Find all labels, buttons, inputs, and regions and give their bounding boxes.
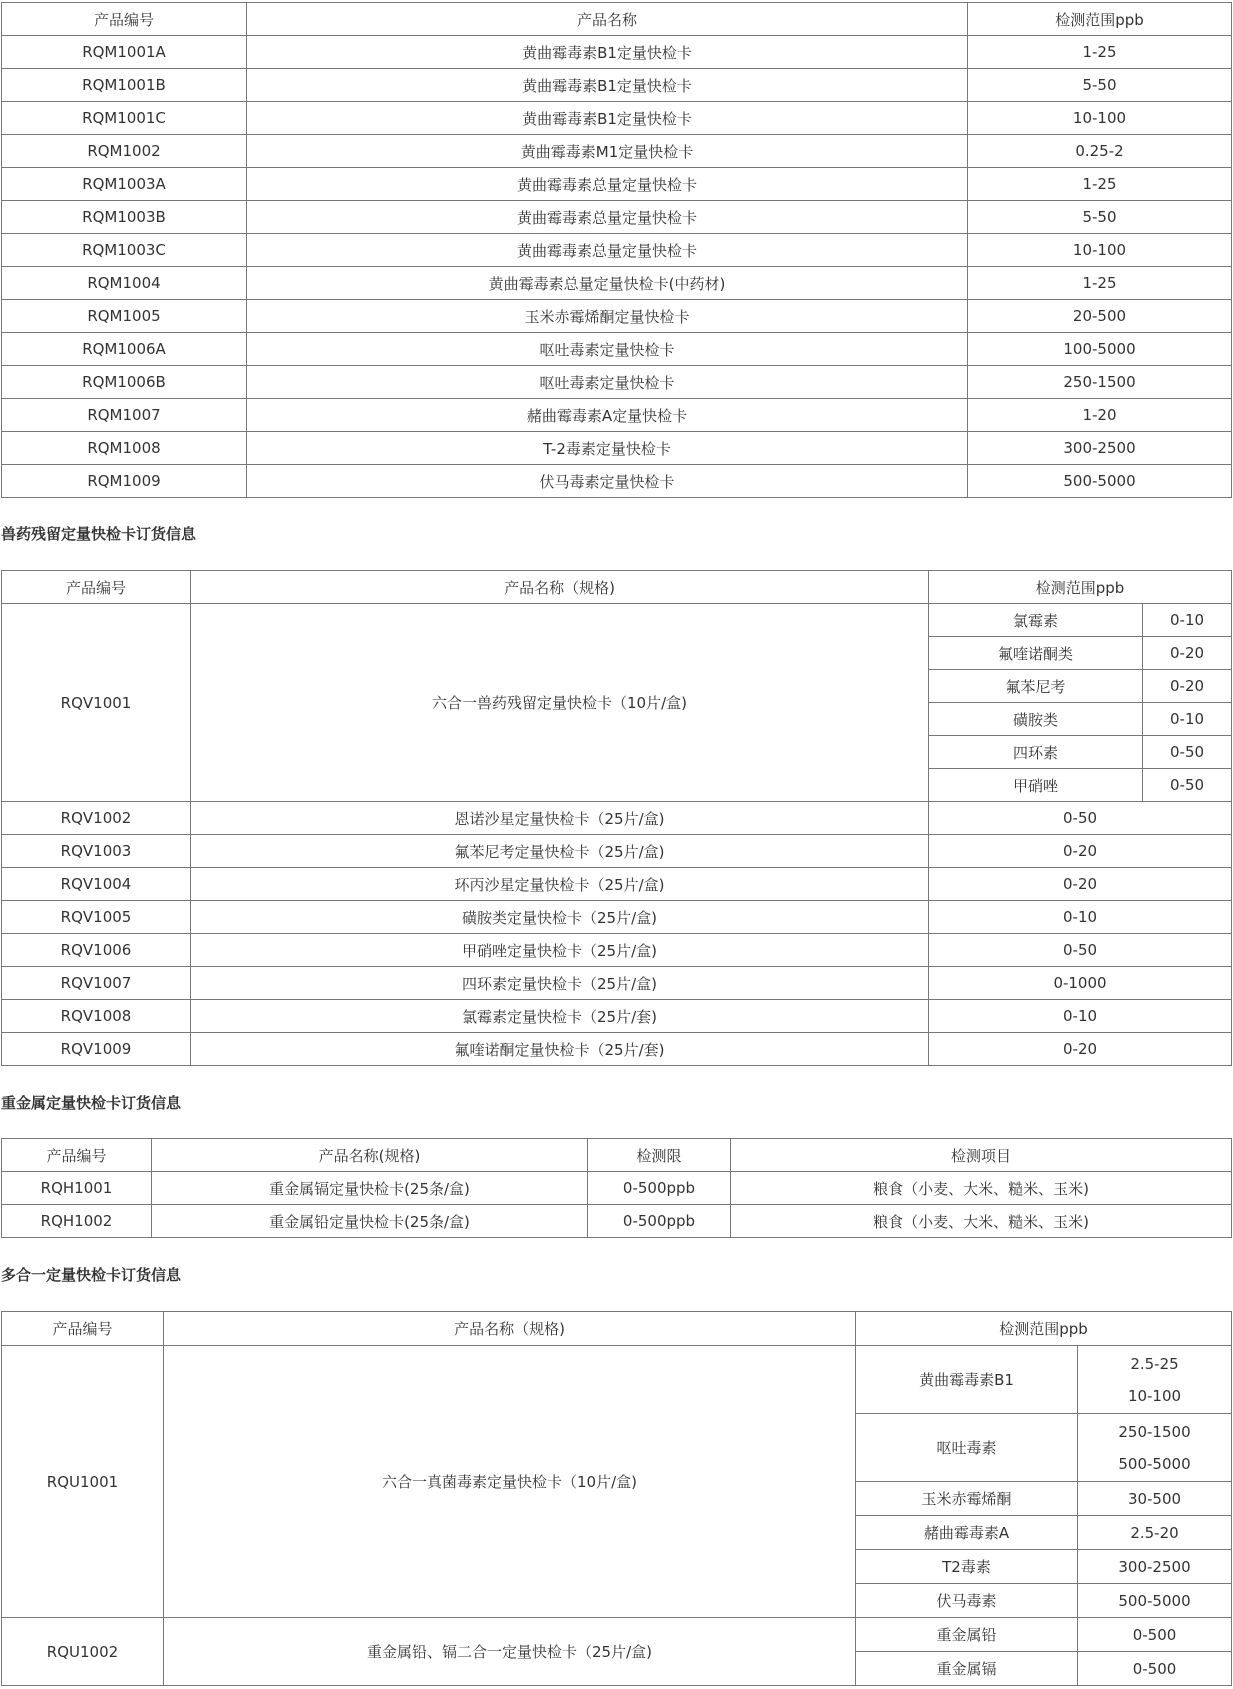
product-code-cell: RQV1004 <box>2 868 191 901</box>
header-product-code: 产品编号 <box>2 1312 164 1346</box>
product-code-cell: RQV1006 <box>2 934 191 967</box>
vet-drug-table <box>1 570 1232 1066</box>
table-row <box>2 333 1232 366</box>
product-code-cell: RQV1007 <box>2 967 191 1000</box>
mycotoxin-table <box>1 2 1232 498</box>
detection-range-cell: 0-10 <box>1143 703 1232 736</box>
detection-range-cell: 250-1500 <box>968 366 1232 399</box>
table-row <box>2 1033 1232 1066</box>
detection-range-cell: 0-20 <box>929 835 1232 868</box>
table-row <box>2 1205 1232 1238</box>
product-name-cell: 黄曲霉毒素B1定量快检卡 <box>247 36 968 69</box>
table-row <box>2 1000 1232 1033</box>
detection-range-value: 250-1500 <box>1118 1422 1191 1441</box>
detection-range-cell: 0-20 <box>1143 670 1232 703</box>
product-name-cell: 黄曲霉毒素B1定量快检卡 <box>247 102 968 135</box>
header-row <box>2 1312 1232 1346</box>
analyte-name-cell: 黄曲霉毒素B1 <box>856 1346 1078 1414</box>
detection-range-cell: 0-10 <box>929 901 1232 934</box>
analyte-name-cell: 氟苯尼考 <box>929 670 1143 703</box>
detection-range-cell <box>1078 1414 1232 1482</box>
detection-range-cell: 0-500 <box>1078 1618 1232 1652</box>
detection-range-value: 500-5000 <box>1118 1591 1191 1610</box>
detection-item-cell: 粮食（小麦、大米、糙米、玉米) <box>731 1172 1232 1205</box>
detection-range-cell: 0-500 <box>1078 1652 1232 1686</box>
detection-range-cell: 0-50 <box>1143 769 1232 802</box>
analyte-name-cell: 磺胺类 <box>929 703 1143 736</box>
detection-range-value: 2.5-20 <box>1130 1523 1179 1542</box>
product-name-cell: 黄曲霉毒素总量定量快检卡 <box>247 234 968 267</box>
product-name-cell: 赭曲霉毒素A定量快检卡 <box>247 399 968 432</box>
detection-range-value: 500-5000 <box>1118 1454 1191 1473</box>
detection-range-cell: 0-20 <box>1143 637 1232 670</box>
detection-range-cell: 1-25 <box>968 267 1232 300</box>
product-code-cell: RQH1002 <box>2 1205 152 1238</box>
table-row <box>2 604 1232 637</box>
product-code-cell: RQV1001 <box>2 604 191 802</box>
detection-range-value: 30-500 <box>1127 1489 1182 1508</box>
table-row <box>2 835 1232 868</box>
product-name-cell: 黄曲霉毒素总量定量快检卡(中药材) <box>247 267 968 300</box>
table-row <box>2 802 1232 835</box>
product-name-cell: 重金属镉定量快检卡(25条/盒) <box>152 1172 588 1205</box>
detection-range-cell: 10-100 <box>968 102 1232 135</box>
product-name-cell: 甲硝唑定量快检卡（25片/盒) <box>191 934 929 967</box>
product-name-cell: 呕吐毒素定量快检卡 <box>247 333 968 366</box>
table-row <box>2 1618 1232 1652</box>
heavy-metal-section-title: 重金属定量快检卡订货信息 <box>1 1094 182 1112</box>
table-row <box>2 36 1232 69</box>
table-row <box>2 69 1232 102</box>
heavy-metal-table <box>1 1138 1232 1238</box>
product-name-cell: 重金属铅、镉二合一定量快检卡（25片/盒) <box>164 1618 856 1686</box>
detection-range-cell <box>1078 1550 1232 1584</box>
detection-limit-cell: 0-500ppb <box>588 1172 731 1205</box>
detection-range-cell: 20-500 <box>968 300 1232 333</box>
product-name-cell: 氟喹诺酮定量快检卡（25片/套) <box>191 1033 929 1066</box>
header-row <box>2 3 1232 36</box>
detection-range-cell: 5-50 <box>968 69 1232 102</box>
header-detection-limit: 检测限 <box>588 1139 731 1172</box>
product-code-cell: RQM1006B <box>2 366 247 399</box>
product-name-cell: 伏马毒素定量快检卡 <box>247 465 968 498</box>
detection-range-cell: 0-20 <box>929 868 1232 901</box>
header-detection-range: 检测范围ppb <box>929 571 1232 604</box>
product-name-cell: 黄曲霉毒素总量定量快检卡 <box>247 201 968 234</box>
header-row <box>2 571 1232 604</box>
vet-drug-section-title: 兽药残留定量快检卡订货信息 <box>1 525 197 543</box>
product-name-cell: 氟苯尼考定量快检卡（25片/盒) <box>191 835 929 868</box>
detection-range-cell: 1-25 <box>968 36 1232 69</box>
analyte-name-cell: 甲硝唑 <box>929 769 1143 802</box>
detection-range-cell <box>1078 1516 1232 1550</box>
detection-range-cell: 0-1000 <box>929 967 1232 1000</box>
product-code-cell: RQV1009 <box>2 1033 191 1066</box>
product-code-cell: RQM1004 <box>2 267 247 300</box>
detection-range-cell: 0-10 <box>929 1000 1232 1033</box>
product-code-cell: RQM1001C <box>2 102 247 135</box>
product-code-cell: RQU1001 <box>2 1346 164 1618</box>
table-row <box>2 168 1232 201</box>
analyte-name-cell: 呕吐毒素 <box>856 1414 1078 1482</box>
product-name-cell: T-2毒素定量快检卡 <box>247 432 968 465</box>
product-code-cell: RQM1003C <box>2 234 247 267</box>
product-name-cell: 四环素定量快检卡（25片/盒) <box>191 967 929 1000</box>
table-row <box>2 201 1232 234</box>
product-code-cell: RQM1002 <box>2 135 247 168</box>
product-name-cell: 磺胺类定量快检卡（25片/盒) <box>191 901 929 934</box>
product-name-cell: 黄曲霉毒素M1定量快检卡 <box>247 135 968 168</box>
product-name-cell: 呕吐毒素定量快检卡 <box>247 366 968 399</box>
header-product-code: 产品编号 <box>2 3 247 36</box>
detection-range-cell <box>1078 1482 1232 1516</box>
product-code-cell: RQM1003A <box>2 168 247 201</box>
product-code-cell: RQM1001B <box>2 69 247 102</box>
product-name-cell: 黄曲霉毒素B1定量快检卡 <box>247 69 968 102</box>
analyte-name-cell: 赭曲霉毒素A <box>856 1516 1078 1550</box>
detection-range-cell: 0-50 <box>929 934 1232 967</box>
detection-range-cell: 10-100 <box>968 234 1232 267</box>
detection-limit-cell: 0-500ppb <box>588 1205 731 1238</box>
header-detection-range: 检测范围ppb <box>968 3 1232 36</box>
table-row <box>2 300 1232 333</box>
multi-in-one-section-title: 多合一定量快检卡订货信息 <box>1 1266 182 1284</box>
product-code-cell: RQM1009 <box>2 465 247 498</box>
detection-range-cell: 0-50 <box>1143 736 1232 769</box>
table-row <box>2 432 1232 465</box>
product-code-cell: RQM1006A <box>2 333 247 366</box>
analyte-name-cell: 玉米赤霉烯酮 <box>856 1482 1078 1516</box>
table-row <box>2 366 1232 399</box>
analyte-name-cell: 氟喹诺酮类 <box>929 637 1143 670</box>
product-name-cell: 玉米赤霉烯酮定量快检卡 <box>247 300 968 333</box>
product-name-cell: 恩诺沙星定量快检卡（25片/盒) <box>191 802 929 835</box>
detection-item-cell: 粮食（小麦、大米、糙米、玉米) <box>731 1205 1232 1238</box>
product-code-cell: RQM1005 <box>2 300 247 333</box>
analyte-name-cell: 伏马毒素 <box>856 1584 1078 1618</box>
detection-range-cell: 0-50 <box>929 802 1232 835</box>
table-row <box>2 934 1232 967</box>
analyte-name-cell: 重金属铅 <box>856 1618 1078 1652</box>
analyte-name-cell: 氯霉素 <box>929 604 1143 637</box>
detection-range-cell <box>1078 1346 1232 1414</box>
analyte-name-cell: 重金属镉 <box>856 1652 1078 1686</box>
product-code-cell: RQV1002 <box>2 802 191 835</box>
product-code-cell: RQM1007 <box>2 399 247 432</box>
product-name-cell: 环丙沙星定量快检卡（25片/盒) <box>191 868 929 901</box>
detection-range-cell: 1-20 <box>968 399 1232 432</box>
header-product-code: 产品编号 <box>2 571 191 604</box>
detection-range-cell: 100-5000 <box>968 333 1232 366</box>
table-row <box>2 267 1232 300</box>
product-name-cell: 黄曲霉毒素总量定量快检卡 <box>247 168 968 201</box>
table-row <box>2 135 1232 168</box>
detection-range-cell: 0-20 <box>929 1033 1232 1066</box>
product-code-cell: RQV1008 <box>2 1000 191 1033</box>
detection-range-cell: 1-25 <box>968 168 1232 201</box>
product-name-cell: 重金属铅定量快检卡(25条/盒) <box>152 1205 588 1238</box>
detection-range-value: 2.5-25 <box>1130 1354 1179 1373</box>
header-product-code: 产品编号 <box>2 1139 152 1172</box>
product-code-cell: RQU1002 <box>2 1618 164 1686</box>
detection-range-cell: 300-2500 <box>968 432 1232 465</box>
header-product-name: 产品名称（规格) <box>191 571 929 604</box>
header-row <box>2 1139 1232 1172</box>
detection-range-cell: 0-10 <box>1143 604 1232 637</box>
detection-range-value: 10-100 <box>1127 1386 1182 1405</box>
detection-range-cell <box>1078 1584 1232 1618</box>
table-row <box>2 1172 1232 1205</box>
product-name-cell: 六合一真菌毒素定量快检卡（10片/盒) <box>164 1346 856 1618</box>
product-code-cell: RQH1001 <box>2 1172 152 1205</box>
product-code-cell: RQM1003B <box>2 201 247 234</box>
table-row <box>2 399 1232 432</box>
header-product-name: 产品名称（规格) <box>164 1312 856 1346</box>
product-name-cell: 六合一兽药残留定量快检卡（10片/盒) <box>191 604 929 802</box>
multi-in-one-table <box>1 1311 1232 1686</box>
detection-range-cell: 5-50 <box>968 201 1232 234</box>
table-row <box>2 465 1232 498</box>
table-row <box>2 967 1232 1000</box>
table-row <box>2 901 1232 934</box>
table-row <box>2 1346 1232 1414</box>
detection-range-cell: 500-5000 <box>968 465 1232 498</box>
table-row <box>2 102 1232 135</box>
product-code-cell: RQM1001A <box>2 36 247 69</box>
header-product-name: 产品名称(规格) <box>152 1139 588 1172</box>
detection-range-cell: 0.25-2 <box>968 135 1232 168</box>
header-detection-range: 检测范围ppb <box>856 1312 1232 1346</box>
header-detection-item: 检测项目 <box>731 1139 1232 1172</box>
header-product-name: 产品名称 <box>247 3 968 36</box>
analyte-name-cell: 四环素 <box>929 736 1143 769</box>
product-name-cell: 氯霉素定量快检卡（25片/套) <box>191 1000 929 1033</box>
product-code-cell: RQV1005 <box>2 901 191 934</box>
analyte-name-cell: T2毒素 <box>856 1550 1078 1584</box>
table-row <box>2 234 1232 267</box>
detection-range-value: 300-2500 <box>1118 1557 1191 1576</box>
product-code-cell: RQM1008 <box>2 432 247 465</box>
table-row <box>2 868 1232 901</box>
product-code-cell: RQV1003 <box>2 835 191 868</box>
